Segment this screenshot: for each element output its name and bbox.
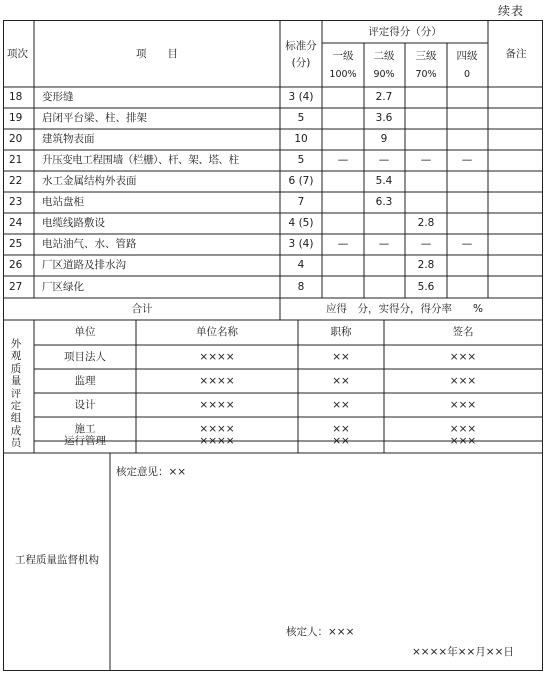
row-item: 水工金属结构外表面	[42, 175, 137, 187]
row-no: 25	[9, 238, 23, 250]
member-signature: ×××	[449, 423, 477, 435]
row-no: 20	[9, 133, 23, 145]
row-standard-score: 6 (7)	[288, 175, 314, 187]
row-grade-2: 6.3	[375, 196, 393, 208]
member-unit-name: ××××	[199, 351, 235, 363]
member-unit: 运行管理	[64, 435, 106, 447]
row-item: 厂区绿化	[42, 281, 84, 293]
row-no: 18	[9, 91, 23, 103]
row-standard-score: 5	[297, 154, 305, 166]
header-standard-score: 标准分	[285, 40, 317, 52]
supervision-verifier: 核定人：×××	[286, 626, 355, 638]
member-unit-name: ××××	[199, 423, 235, 435]
row-grade-3: 5.6	[417, 281, 435, 293]
member-signature: ×××	[449, 375, 477, 387]
grade-4-pct: 0	[463, 69, 471, 80]
committee-header-unit: 单位	[74, 326, 96, 338]
member-unit: 监理	[74, 375, 96, 387]
member-title: ××	[332, 399, 350, 411]
row-item: 变形缝	[42, 91, 74, 103]
row-standard-score: 10	[294, 133, 308, 145]
row-standard-score: 3 (4)	[288, 91, 314, 103]
row-grade-3: 2.8	[417, 259, 435, 271]
row-no: 22	[9, 175, 23, 187]
row-standard-score: 8	[297, 281, 305, 293]
header-standard-unit: (分)	[291, 57, 311, 69]
row-grade-4: —	[461, 238, 473, 250]
member-signature: ×××	[449, 435, 477, 447]
member-unit-name: ××××	[199, 435, 235, 447]
total-label: 合计	[131, 303, 153, 315]
grade-1-pct: 100%	[329, 69, 357, 80]
row-no: 24	[9, 217, 23, 229]
header-remark: 备注	[505, 48, 527, 60]
header-score-group: 评定得分（分）	[368, 26, 442, 38]
row-no: 27	[9, 281, 23, 293]
row-grade-2: 3.6	[375, 112, 393, 124]
row-grade-2: 9	[380, 133, 388, 145]
row-item: 电站油气、水、管路	[42, 238, 137, 250]
row-item: 升压变电工程围墙（栏栅）、杆、架、塔、柱	[42, 154, 239, 166]
member-unit: 施工	[74, 423, 96, 435]
row-item: 厂区道路及排水沟	[42, 259, 126, 271]
row-no: 23	[9, 196, 23, 208]
member-unit: 项目法人	[64, 351, 106, 363]
header-item-no: 项次	[7, 48, 28, 60]
grade-3-pct: 70%	[415, 69, 437, 80]
member-signature: ×××	[449, 399, 477, 411]
grade-2-pct: 90%	[373, 69, 395, 80]
member-unit-name: ××××	[199, 375, 235, 387]
committee-header-signature: 签名	[452, 326, 474, 338]
row-grade-4: —	[461, 154, 473, 166]
row-item: 电站盘柜	[42, 196, 84, 208]
row-standard-score: 5	[297, 112, 305, 124]
row-grade-2: —	[378, 238, 390, 250]
row-standard-score: 4 (5)	[288, 217, 314, 229]
grade-4-name: 四级	[456, 50, 478, 62]
row-item: 建筑物表面	[42, 133, 95, 145]
row-item: 电缆线路敷设	[42, 217, 105, 229]
grade-1-name: 一级	[332, 50, 354, 62]
row-grade-3: —	[420, 154, 432, 166]
row-no: 21	[9, 154, 23, 166]
header-item: 项 目	[136, 48, 178, 60]
row-standard-score: 4	[297, 259, 305, 271]
row-grade-2: 2.7	[375, 91, 393, 103]
supervision-opinion: 核定意见：××	[116, 466, 187, 478]
row-no: 19	[9, 112, 23, 124]
row-item: 启闭平台梁、柱、排架	[42, 112, 147, 124]
grade-3-name: 三级	[415, 50, 437, 62]
row-grade-1: —	[337, 238, 349, 250]
member-signature: ×××	[449, 351, 477, 363]
total-summary: 应得 分，实得分，得分率 %	[326, 303, 483, 315]
row-grade-1: —	[337, 154, 349, 166]
member-title: ××	[332, 375, 350, 387]
row-standard-score: 3 (4)	[288, 238, 314, 250]
row-standard-score: 7	[297, 196, 305, 208]
committee-header-unit-name: 单位名称	[196, 326, 238, 338]
row-grade-2: 5.4	[375, 175, 393, 187]
supervision-label: 工程质量监督机构	[15, 554, 99, 566]
row-grade-3: 2.8	[417, 217, 435, 229]
member-unit-name: ××××	[199, 399, 235, 411]
member-title: ××	[332, 423, 350, 435]
row-grade-3: —	[420, 238, 432, 250]
row-no: 26	[9, 259, 23, 271]
supervision-date: ××××年××月××日	[412, 646, 514, 658]
row-grade-2: —	[378, 154, 390, 166]
committee-header-title: 职称	[330, 326, 352, 338]
member-title: ××	[332, 351, 350, 363]
committee-side-label: 外观质量评定组成员	[10, 338, 22, 450]
member-title: ××	[332, 435, 350, 447]
continued-label: 续表	[497, 4, 524, 18]
grade-2-name: 二级	[373, 50, 395, 62]
member-unit: 设计	[74, 399, 96, 411]
